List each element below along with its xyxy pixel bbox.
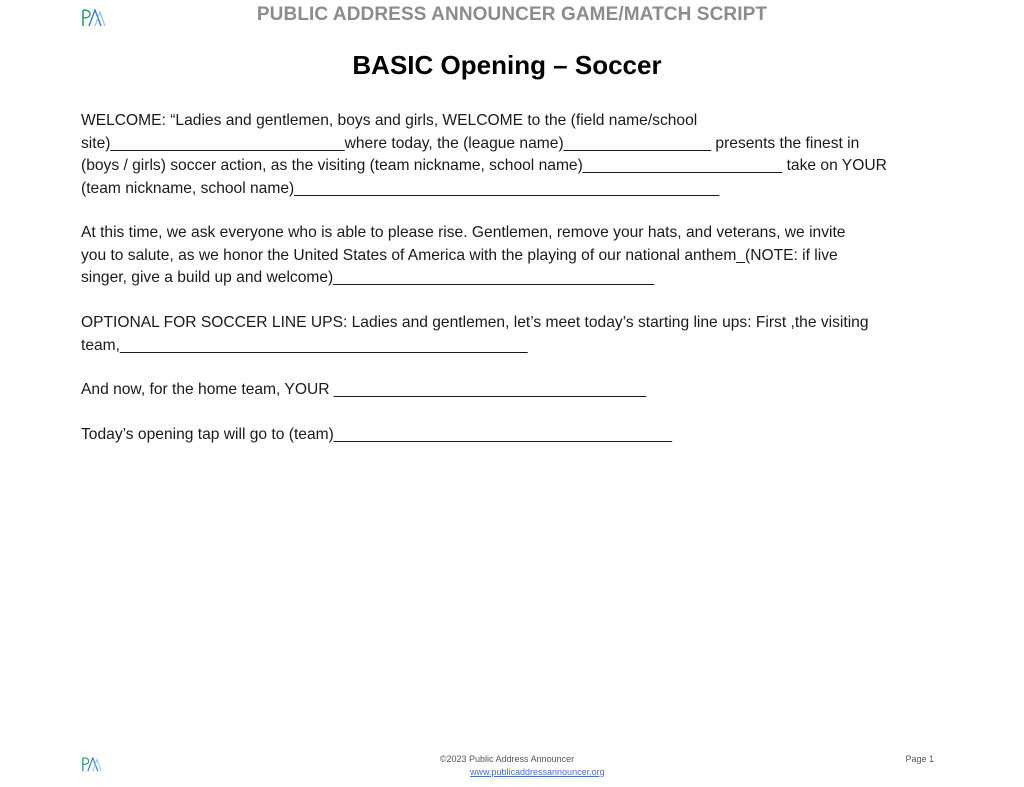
footer-page-number: Page 1 — [905, 754, 934, 764]
anthem-paragraph — [81, 222, 941, 290]
lineups-paragraph — [81, 312, 941, 357]
paragraph-line: you to salute, as we honor the United States of America with the playing of our national anthem_(NOTE: if live — [81, 246, 838, 264]
paragraph-line: At this time, we ask everyone who is able to please rise. Gentlemen, remove your hats, and veterans, we invite — [81, 224, 846, 241]
opening-tap-paragraph — [81, 424, 941, 447]
document-header-title: PUBLIC ADDRESS ANNOUNCER GAME/MATCH SCRIPT — [256, 4, 768, 25]
paragraph-line: Today’s opening tap will go to (team)_______________________________________ — [81, 426, 673, 443]
paragraph-line: singer, give a build up and welcome)_____________________________________ — [81, 269, 655, 286]
paragraph-line: team,_______________________________________________ — [81, 336, 528, 354]
paragraph-line: And now, for the home team, YOUR ____________________________________ — [81, 381, 647, 398]
footer-copyright: ©2023 Public Address Announcer — [439, 754, 575, 764]
document-title: BASIC Opening – Soccer — [352, 50, 662, 80]
footer-website-link[interactable]: www.publicaddressannouncer.org — [470, 767, 605, 777]
paragraph-line: site)___________________________where today, the (league name)_________________ presents the finest in — [81, 134, 860, 152]
home-team-paragraph — [81, 379, 941, 402]
paragraph-line: WELCOME: “Ladies and gentlemen, boys and girls, WELCOME to the (field name/school — [81, 112, 698, 129]
paragraph-line: (team nickname, school name)_________________________________________________ — [81, 179, 720, 197]
welcome-paragraph — [81, 110, 941, 200]
paragraph-line: OPTIONAL FOR SOCCER LINE UPS: Ladies and gentlemen, let’s meet today’s starting line ups: First ,the visiting — [81, 314, 869, 331]
paragraph-line: (boys / girls) soccer action, as the visiting (team nickname, school name)_______________________ take on YOUR — [81, 157, 887, 174]
